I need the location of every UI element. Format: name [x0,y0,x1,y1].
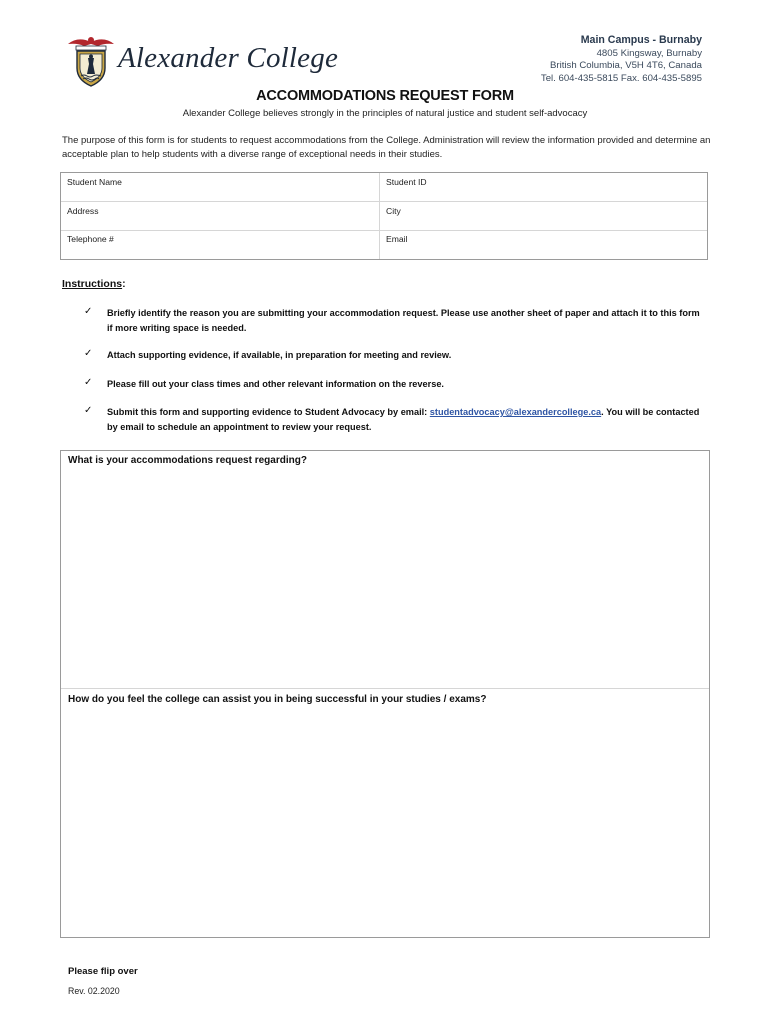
field-label: City [386,206,401,216]
campus-title: Main Campus - Burnaby [580,34,702,46]
advocacy-email-link[interactable]: studentadvocacy@alexandercollege.ca [429,407,602,417]
revision-label: Rev. 02.2020 [68,986,120,996]
checkmark-icon: ✓ [84,405,93,416]
college-crest-icon [66,34,116,88]
checkmark-icon: ✓ [84,377,93,388]
flip-over-note: Please flip over [68,966,138,977]
student-id-field[interactable] [380,173,706,201]
campus-address-line2: British Columbia, V5H 4T6, Canada [550,60,702,72]
info-row [61,202,707,231]
field-label: Telephone # [67,234,114,244]
address-field[interactable] [61,202,380,230]
form-title: ACCOMMODATIONS REQUEST FORM [256,88,514,104]
instruction-text: Briefly identify the reason you are submitting your accommodation request. Please use another sheet of paper and attach it to this form if more writing space is needed. [107,308,700,333]
campus-address-line1: 4805 Kingsway, Burnaby [596,47,702,59]
field-label: Student Name [67,177,122,187]
campus-info [541,34,702,85]
field-label: Address [67,206,99,216]
instructions-heading: Instructions: [62,278,126,290]
form-subtitle: Alexander College believes strongly in the principles of natural justice and student self-advocacy [182,108,588,119]
college-logo [66,34,339,90]
student-name-field[interactable] [61,173,380,201]
field-label: Student ID [386,177,427,187]
instruction-text: Submit this form and supporting evidence to Student Advocacy by email: studentadvocacy@alexandercollege.ca. You will be contacted by email to schedule an appointment to review your request. [107,407,700,432]
request-regarding-answer[interactable] [61,471,709,688]
question-label: How do you feel the college can assist you in being successful in your studies / exams? [68,694,487,705]
question-label: What is your accommodations request regarding? [68,455,307,466]
info-row [61,230,707,259]
request-box [60,450,710,938]
request-section [61,690,709,936]
telephone-field[interactable] [61,230,380,259]
college-name: Alexander College [118,42,339,74]
field-label: Email [386,234,408,244]
info-row [61,173,707,202]
instruction-text: Please fill out your class times and other relevant information on the reverse. [107,379,444,389]
campus-contact: Tel. 604-435-5815 Fax. 604-435-5895 [540,72,702,84]
email-field[interactable] [380,230,706,259]
student-info-table [60,172,708,260]
purpose-paragraph: The purpose of this form is for students to request accommodations from the College. Administration will review the information provided and determine an acceptable plan to help students with a diverse range of exceptional needs in their studies. [62,135,711,160]
instruction-text: Attach supporting evidence, if available, in preparation for meeting and review. [107,350,452,360]
checkmark-icon: ✓ [84,348,93,359]
request-section [61,451,709,689]
city-field[interactable] [380,202,706,230]
checkmark-icon: ✓ [84,306,93,317]
college-assist-answer[interactable] [61,710,709,936]
